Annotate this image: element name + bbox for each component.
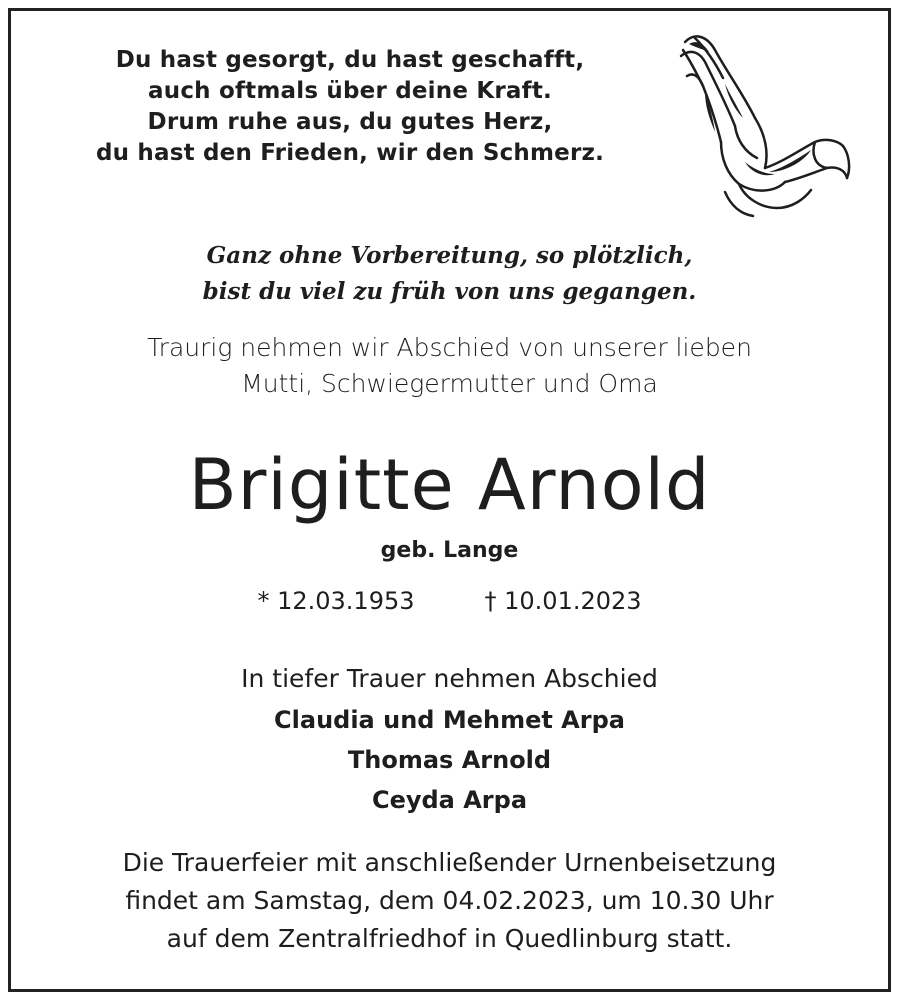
mourners-list: [0, 700, 899, 820]
service-details: [0, 844, 899, 958]
quote-line: bist du viel zu früh von uns gegangen.: [202, 278, 697, 305]
memorial-verse: [0, 45, 700, 169]
quote-line: Ganz ohne Vorbereitung, so plötzlich,: [206, 242, 693, 269]
maiden-name: geb. Lange: [380, 538, 519, 563]
verse-line: Drum ruhe aus, du gutes Herz,: [147, 109, 553, 135]
mourner-name: Claudia und Mehmet Arpa: [274, 706, 625, 734]
service-line: findet am Samstag, dem 04.02.2023, um 10.30 Uhr: [125, 886, 774, 915]
farewell-intro: [0, 330, 899, 402]
service-line: Die Trauerfeier mit anschließender Urnenbeisetzung: [122, 848, 777, 877]
death-date: † 10.01.2023: [484, 587, 642, 615]
verse-line: du hast den Frieden, wir den Schmerz.: [95, 140, 605, 166]
verse-line: auch oftmals über deine Kraft.: [148, 78, 552, 104]
verse-line: Du hast gesorgt, du hast geschafft,: [115, 47, 585, 73]
life-dates: [0, 584, 899, 618]
intro-line: Mutti, Schwiegermutter und Oma: [241, 369, 658, 398]
service-line: auf dem Zentralfriedhof in Quedlinburg statt.: [166, 924, 733, 953]
mourner-name: Thomas Arnold: [347, 746, 552, 774]
mourner-name: Ceyda Arpa: [371, 786, 528, 814]
farewell-quote: [0, 238, 899, 310]
mourners-title: In tiefer Trauer nehmen Abschied: [241, 664, 658, 693]
birth-date: * 12.03.1953: [257, 587, 415, 615]
intro-line: Traurig nehmen wir Abschied von unserer lieben: [147, 333, 752, 362]
praying-hands-icon: [665, 22, 855, 222]
deceased-name: Brigitte Arnold: [188, 444, 711, 526]
